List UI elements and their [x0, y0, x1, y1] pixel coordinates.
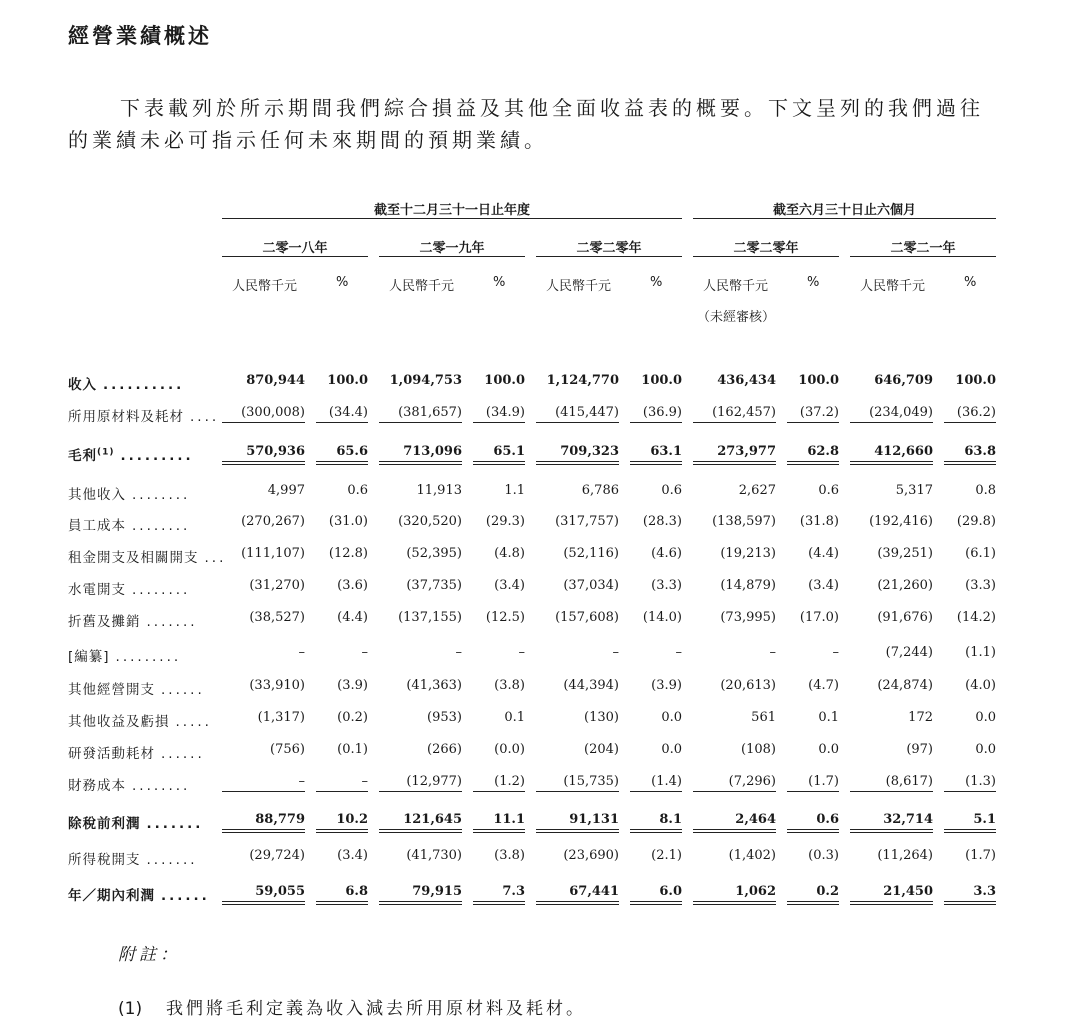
cell-amount: (8,617) — [850, 774, 933, 792]
row-label — [68, 742, 205, 762]
cell-percent: (12.8) — [328, 546, 368, 561]
cell-percent: – — [518, 645, 525, 660]
leader-dots: ......... — [115, 649, 182, 665]
row-label-text: 除稅前利潤 — [68, 816, 141, 832]
cell-amount: (52,395) — [406, 546, 462, 561]
cell-amount: 59,055 — [222, 884, 305, 905]
cell-amount: 570,936 — [222, 444, 305, 465]
cell-amount: – — [222, 774, 305, 792]
cell-percent: 0.8 — [975, 483, 996, 498]
cell-amount: (1,402) — [728, 848, 776, 863]
cell-amount: (21,260) — [877, 578, 933, 593]
cell-amount: (192,416) — [869, 514, 933, 529]
row-label-text: 所得稅開支 — [68, 852, 141, 868]
cell-amount: 91,131 — [536, 812, 619, 833]
cell-percent: (4.8) — [494, 546, 525, 561]
cell-percent: 100.0 — [798, 373, 839, 388]
cell-amount: 5,317 — [895, 483, 933, 498]
cell-amount: (756) — [270, 742, 305, 757]
cell-percent: (0.2) — [337, 710, 368, 725]
cell-amount: 32,714 — [850, 812, 933, 833]
row-label-text: 其他收益及虧損 — [68, 714, 170, 730]
year-header: 二零二一年 — [890, 241, 956, 256]
leader-dots: ...... — [161, 746, 205, 762]
cell-percent: (14.2) — [956, 610, 996, 625]
row-label-text: 員工成本 — [68, 518, 126, 534]
cell-amount: (415,447) — [536, 405, 619, 423]
leader-dots: ...... — [161, 888, 210, 904]
leader-dots: .......... — [103, 377, 185, 393]
cell-amount: (266) — [427, 742, 462, 757]
cell-percent: (3.4) — [337, 848, 368, 863]
cell-amount: 1,094,753 — [389, 373, 462, 388]
row-label-text: 折舊及攤銷 — [68, 614, 141, 630]
row-label-text: 租金開支及相關開支 — [68, 550, 199, 566]
cell-amount: (108) — [741, 742, 776, 757]
year-header: 二零二零年 — [576, 241, 642, 256]
year-header: 二零二零年 — [733, 241, 799, 256]
cell-amount: (381,657) — [379, 405, 462, 423]
cell-amount: (138,597) — [712, 514, 776, 529]
cell-percent: – — [361, 645, 368, 660]
cell-amount: (11,264) — [877, 848, 933, 863]
cell-percent: 100.0 — [484, 373, 525, 388]
cell-percent: – — [316, 774, 368, 792]
row-label — [68, 848, 198, 868]
cell-percent: (3.3) — [965, 578, 996, 593]
cell-percent: 5.1 — [944, 812, 996, 833]
year-header: 二零一九年 — [419, 241, 485, 256]
cell-percent: (3.6) — [337, 578, 368, 593]
unaudited-note: （未經審核） — [697, 310, 776, 325]
row-label — [68, 444, 194, 464]
cell-percent: (29.8) — [956, 514, 996, 529]
cell-percent: (1.2) — [473, 774, 525, 792]
unit-rmb: 人民幣千元 — [389, 279, 455, 294]
cell-amount: (97) — [906, 742, 933, 757]
row-label-text: 財務成本 — [68, 778, 126, 794]
cell-amount: 4,997 — [267, 483, 305, 498]
cell-amount: 6,786 — [581, 483, 619, 498]
cell-amount: 79,915 — [379, 884, 462, 905]
cell-amount: (37,735) — [406, 578, 462, 593]
cell-amount: 2,464 — [693, 812, 776, 833]
cell-percent: 0.1 — [818, 710, 839, 725]
row-label — [68, 710, 212, 730]
cell-percent: 11.1 — [473, 812, 525, 833]
row-label — [68, 774, 190, 794]
cell-percent: 0.6 — [661, 483, 682, 498]
cell-amount: (111,107) — [241, 546, 305, 561]
cell-percent: (28.3) — [642, 514, 682, 529]
cell-percent: (37.2) — [787, 405, 839, 423]
year-rule — [536, 256, 682, 257]
row-label — [68, 645, 181, 665]
cell-amount: (317,757) — [555, 514, 619, 529]
unit-pct: % — [493, 275, 506, 290]
cell-percent: (1.7) — [965, 848, 996, 863]
cell-percent: (3.4) — [494, 578, 525, 593]
cell-percent: (4.4) — [808, 546, 839, 561]
cell-percent: (6.1) — [965, 546, 996, 561]
cell-percent: 10.2 — [316, 812, 368, 833]
cell-percent: 6.8 — [316, 884, 368, 905]
cell-amount: (7,244) — [885, 645, 933, 660]
cell-amount: (38,527) — [249, 610, 305, 625]
cell-percent: 62.8 — [787, 444, 839, 465]
cell-percent: (3.3) — [651, 578, 682, 593]
cell-percent: 0.0 — [975, 710, 996, 725]
cell-amount: (130) — [584, 710, 619, 725]
cell-percent: (31.8) — [799, 514, 839, 529]
cell-percent: 100.0 — [641, 373, 682, 388]
cell-amount: (39,251) — [877, 546, 933, 561]
cell-amount: 870,944 — [246, 373, 305, 388]
cell-percent: (1.4) — [630, 774, 682, 792]
leader-dots: ....... — [146, 816, 204, 832]
cell-amount: (31,270) — [249, 578, 305, 593]
cell-percent: (0.3) — [808, 848, 839, 863]
row-label — [68, 812, 203, 832]
year-rule — [222, 256, 368, 257]
cell-percent: (1.3) — [944, 774, 996, 792]
cell-percent: 1.1 — [504, 483, 525, 498]
cell-percent: (4.6) — [651, 546, 682, 561]
cell-amount: 88,779 — [222, 812, 305, 833]
row-label-text: 水電開支 — [68, 582, 126, 598]
cell-amount: (15,735) — [536, 774, 619, 792]
cell-amount: 121,645 — [379, 812, 462, 833]
row-label-text: [編纂] — [68, 649, 110, 665]
section-title: 經營業績概述 — [68, 24, 212, 48]
cell-amount: (12,977) — [379, 774, 462, 792]
leader-dots: ..... — [175, 714, 212, 730]
row-label — [68, 610, 198, 630]
cell-amount: (953) — [427, 710, 462, 725]
cell-amount: (14,879) — [720, 578, 776, 593]
header-annual-rule — [222, 218, 682, 219]
leader-dots: ....... — [146, 852, 198, 868]
cell-percent: 0.6 — [787, 812, 839, 833]
cell-percent: 63.8 — [944, 444, 996, 465]
year-rule — [850, 256, 996, 257]
cell-amount: 273,977 — [693, 444, 776, 465]
leader-dots: .... — [190, 409, 220, 425]
year-header: 二零一八年 — [262, 241, 328, 256]
cell-percent: 0.2 — [787, 884, 839, 905]
footnote — [118, 994, 586, 1019]
cell-amount: (37,034) — [563, 578, 619, 593]
cell-percent: (1.1) — [965, 645, 996, 660]
cell-amount: (157,608) — [555, 610, 619, 625]
cell-percent: (1.7) — [787, 774, 839, 792]
cell-percent: 0.0 — [661, 710, 682, 725]
cell-percent: (4.4) — [337, 610, 368, 625]
unit-pct: % — [650, 275, 663, 290]
cell-percent: (3.4) — [808, 578, 839, 593]
cell-amount: (33,910) — [249, 678, 305, 693]
leader-dots: ....... — [146, 614, 198, 630]
row-label-text: 年／期內利潤 — [68, 888, 155, 904]
cell-amount: (73,995) — [720, 610, 776, 625]
cell-percent: (3.9) — [651, 678, 682, 693]
year-rule — [379, 256, 525, 257]
footnote-number: (1) — [118, 999, 143, 1019]
unit-rmb: 人民幣千元 — [546, 279, 612, 294]
cell-amount: (7,296) — [693, 774, 776, 792]
row-label-text: 收入 — [68, 377, 97, 393]
cell-percent: 65.1 — [473, 444, 525, 465]
cell-percent: 0.0 — [818, 742, 839, 757]
cell-amount: (41,730) — [406, 848, 462, 863]
cell-percent: 100.0 — [955, 373, 996, 388]
cell-percent: – — [832, 645, 839, 660]
cell-percent: (29.3) — [485, 514, 525, 529]
leader-dots: ......... — [120, 448, 194, 464]
unit-rmb: 人民幣千元 — [232, 279, 298, 294]
cell-percent: 100.0 — [327, 373, 368, 388]
cell-amount: (234,049) — [850, 405, 933, 423]
cell-percent: 63.1 — [630, 444, 682, 465]
cell-amount: 646,709 — [874, 373, 933, 388]
unit-pct: % — [964, 275, 977, 290]
leader-dots: ........ — [132, 582, 191, 598]
cell-amount: (52,116) — [563, 546, 619, 561]
cell-percent: 0.1 — [504, 710, 525, 725]
intro-paragraph: 下表載列於所示期間我們綜合損益及其他全面收益表的概要。下文呈列的我們過往的業績未必可指示任何未來期間的預期業績。 — [68, 96, 984, 152]
cell-percent: (17.0) — [799, 610, 839, 625]
cell-amount: – — [298, 645, 305, 660]
cell-percent: (36.2) — [944, 405, 996, 423]
cell-percent: – — [675, 645, 682, 660]
cell-percent: (4.7) — [808, 678, 839, 693]
leader-dots: ... — [204, 550, 227, 566]
cell-amount: 172 — [908, 710, 933, 725]
leader-dots: ...... — [161, 682, 205, 698]
year-rule — [693, 256, 839, 257]
cell-percent: (31.0) — [328, 514, 368, 529]
row-label — [68, 483, 190, 503]
cell-amount: – — [612, 645, 619, 660]
cell-percent: (2.1) — [651, 848, 682, 863]
row-label-text: 其他收入 — [68, 487, 126, 503]
cell-amount: 561 — [751, 710, 776, 725]
cell-percent: 8.1 — [630, 812, 682, 833]
header-six-months-group: 截至六月三十日止六個月 — [772, 203, 916, 218]
cell-percent: (12.5) — [485, 610, 525, 625]
cell-amount: 1,124,770 — [546, 373, 619, 388]
cell-amount: (1,317) — [257, 710, 305, 725]
unit-pct: % — [336, 275, 349, 290]
cell-amount: (137,155) — [398, 610, 462, 625]
cell-percent: (14.0) — [642, 610, 682, 625]
cell-percent: (4.0) — [965, 678, 996, 693]
unit-rmb: 人民幣千元 — [703, 279, 769, 294]
cell-percent: (0.1) — [337, 742, 368, 757]
unit-pct: % — [807, 275, 820, 290]
cell-amount: (270,267) — [241, 514, 305, 529]
notes-heading: 附註： — [118, 945, 181, 965]
leader-dots: ........ — [132, 487, 191, 503]
cell-amount: (91,676) — [877, 610, 933, 625]
cell-amount: – — [769, 645, 776, 660]
cell-percent: (34.4) — [316, 405, 368, 423]
row-label — [68, 373, 184, 393]
cell-percent: (3.8) — [494, 848, 525, 863]
footnote-text: 我們將毛利定義為收入減去所用原材料及耗材。 — [166, 999, 586, 1019]
row-label-text: 研發活動耗材 — [68, 746, 155, 762]
row-label-text: 其他經營開支 — [68, 682, 155, 698]
row-label-text: 所用原材料及耗材 — [68, 409, 184, 425]
row-label — [68, 514, 190, 534]
unit-rmb: 人民幣千元 — [860, 279, 926, 294]
cell-percent: (0.0) — [494, 742, 525, 757]
header-six-months-rule — [693, 218, 996, 219]
row-label-text: 毛利 — [68, 448, 97, 464]
cell-amount: 1,062 — [693, 884, 776, 905]
cell-amount: (19,213) — [720, 546, 776, 561]
cell-amount: (23,690) — [563, 848, 619, 863]
cell-percent: 6.0 — [630, 884, 682, 905]
cell-percent: (3.8) — [494, 678, 525, 693]
cell-amount: 412,660 — [850, 444, 933, 465]
row-label — [68, 546, 226, 566]
cell-amount: (20,613) — [720, 678, 776, 693]
header-annual-group: 截至十二月三十一日止年度 — [373, 203, 530, 218]
cell-amount: (320,520) — [398, 514, 462, 529]
cell-percent: 65.6 — [316, 444, 368, 465]
cell-percent: 0.6 — [818, 483, 839, 498]
leader-dots: ........ — [132, 518, 191, 534]
cell-percent: (34.9) — [473, 405, 525, 423]
cell-percent: 0.0 — [661, 742, 682, 757]
cell-amount: – — [455, 645, 462, 660]
cell-amount: 2,627 — [738, 483, 776, 498]
cell-percent: 3.3 — [944, 884, 996, 905]
cell-amount: 11,913 — [416, 483, 462, 498]
cell-amount: (24,874) — [877, 678, 933, 693]
row-label — [68, 884, 210, 904]
row-label — [68, 578, 190, 598]
cell-percent: 0.6 — [347, 483, 368, 498]
cell-amount: (41,363) — [406, 678, 462, 693]
cell-amount: (29,724) — [249, 848, 305, 863]
cell-amount: (204) — [584, 742, 619, 757]
cell-percent: (3.9) — [337, 678, 368, 693]
cell-amount: 436,434 — [717, 373, 776, 388]
cell-amount: 713,096 — [379, 444, 462, 465]
cell-percent: 0.0 — [975, 742, 996, 757]
footnote-ref: (1) — [97, 447, 115, 458]
cell-percent: (36.9) — [630, 405, 682, 423]
cell-amount: (300,008) — [222, 405, 305, 423]
cell-amount: 21,450 — [850, 884, 933, 905]
cell-amount: 67,441 — [536, 884, 619, 905]
cell-amount: 709,323 — [536, 444, 619, 465]
row-label — [68, 405, 219, 425]
cell-percent: 7.3 — [473, 884, 525, 905]
leader-dots: ........ — [132, 778, 191, 794]
cell-amount: (44,394) — [563, 678, 619, 693]
cell-amount: (162,457) — [693, 405, 776, 423]
row-label — [68, 678, 205, 698]
